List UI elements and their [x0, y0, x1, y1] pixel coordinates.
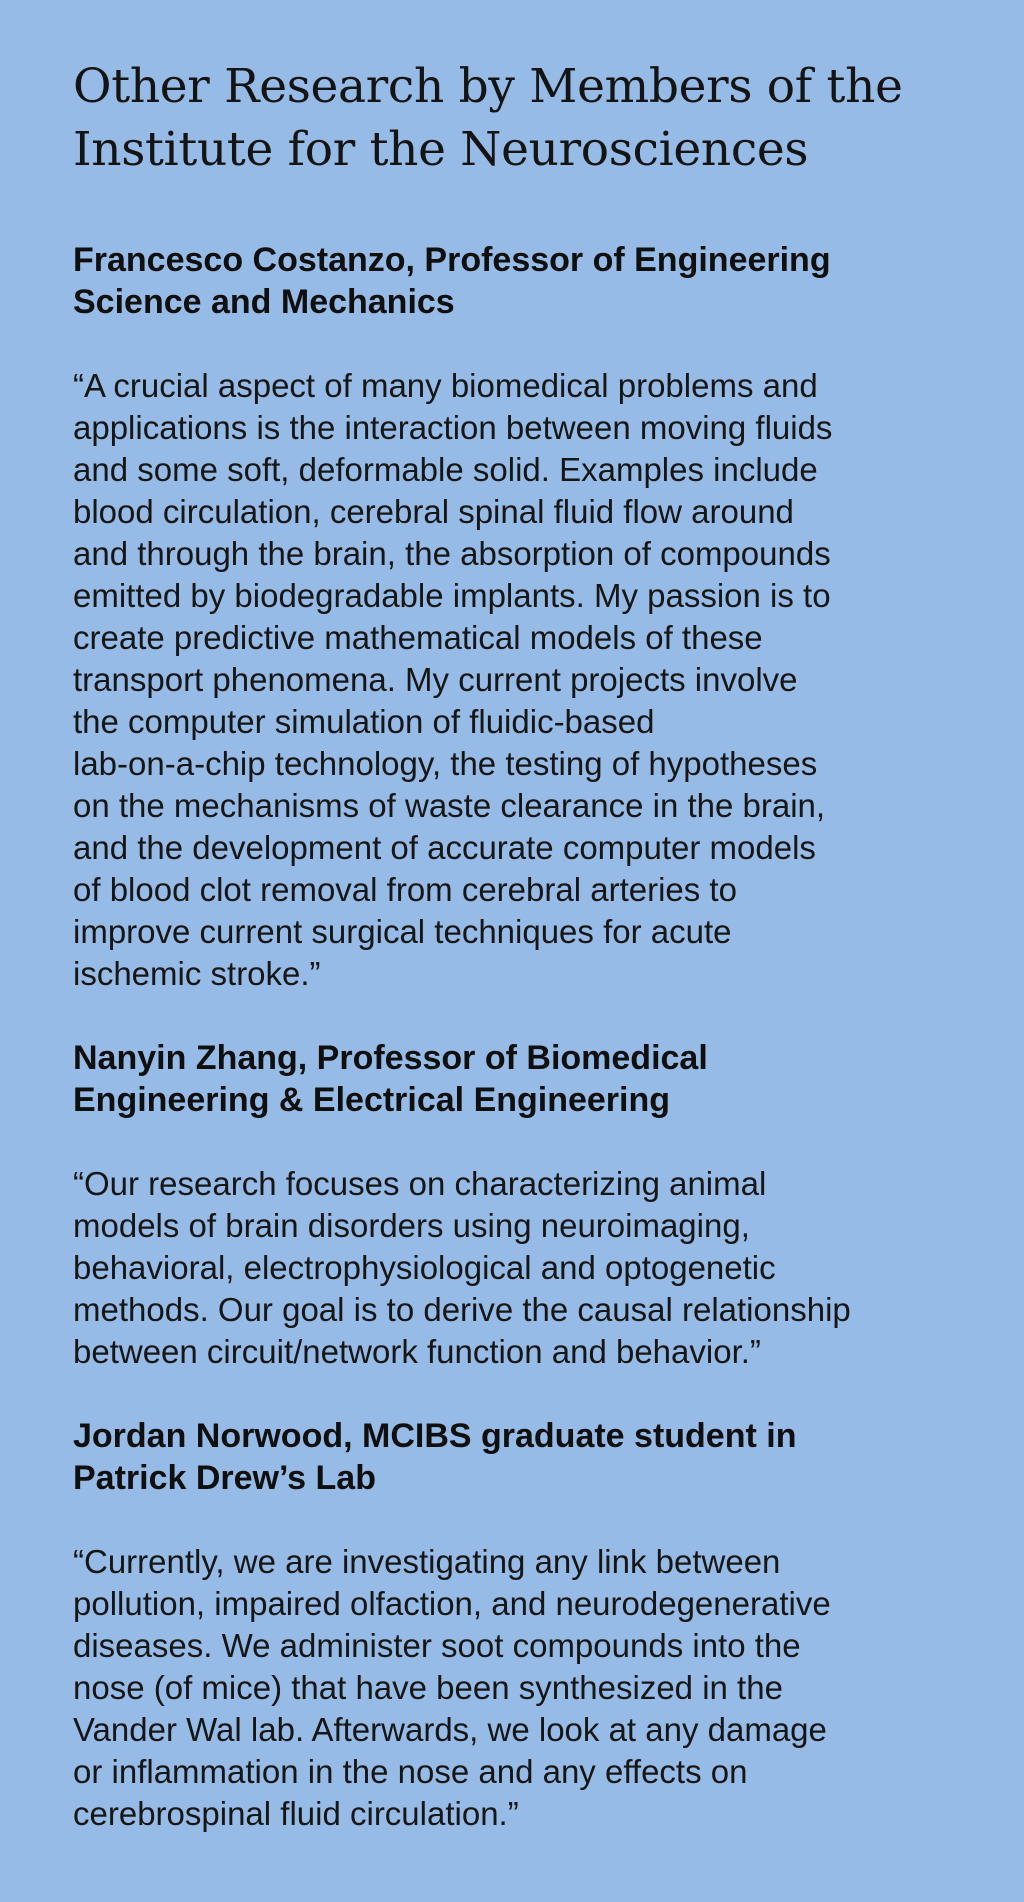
name-line: Francesco Costanzo, Professor of Engineering [73, 241, 831, 279]
quote-line: and some soft, deformable solid. Examples include [73, 451, 818, 488]
quote-line: methods. Our goal is to derive the causal relationship [73, 1291, 851, 1328]
quote-line: pollution, impaired olfaction, and neurodegenerative [73, 1585, 831, 1622]
research-quote [73, 1163, 964, 1373]
title-line: Institute for the Neurosciences [73, 122, 809, 177]
researcher-name [73, 1415, 964, 1499]
quote-line: and the development of accurate computer models [73, 829, 816, 866]
quote-line: transport phenomena. My current projects involve [73, 661, 798, 698]
research-entry [73, 239, 964, 995]
name-line: Patrick Drew’s Lab [73, 1459, 376, 1497]
quote-line: nose (of mice) that have been synthesized in the [73, 1669, 783, 1706]
page-title [73, 55, 964, 181]
quote-line: diseases. We administer soot compounds into the [73, 1627, 801, 1664]
research-quote [73, 365, 964, 995]
quote-line: the computer simulation of fluidic-based [73, 703, 655, 740]
quote-line: of blood clot removal from cerebral arteries to [73, 871, 737, 908]
quote-line: blood circulation, cerebral spinal fluid flow around [73, 493, 794, 530]
quote-line: improve current surgical techniques for acute [73, 913, 732, 950]
quote-line: “Currently, we are investigating any link between [73, 1543, 781, 1580]
quote-line: applications is the interaction between moving fluids [73, 409, 833, 446]
name-line: Jordan Norwood, MCIBS graduate student in [73, 1417, 797, 1455]
quote-line: Vander Wal lab. Afterwards, we look at any damage [73, 1711, 827, 1748]
name-line: Science and Mechanics [73, 283, 455, 321]
quote-line: on the mechanisms of waste clearance in the brain, [73, 787, 826, 824]
quote-line: cerebrospinal fluid circulation.” [73, 1795, 519, 1832]
quote-line: and through the brain, the absorption of compounds [73, 535, 831, 572]
quote-line: or inflammation in the nose and any effects on [73, 1753, 748, 1790]
researcher-name [73, 1037, 964, 1121]
research-entry [73, 1415, 964, 1835]
research-entry [73, 1037, 964, 1373]
name-line: Engineering & Electrical Engineering [73, 1081, 671, 1119]
quote-line: “A crucial aspect of many biomedical problems and [73, 367, 818, 404]
quote-line: lab-on-a-chip technology, the testing of hypotheses [73, 745, 818, 782]
research-quote [73, 1541, 964, 1835]
quote-line: between circuit/network function and behavior.” [73, 1333, 761, 1370]
name-line: Nanyin Zhang, Professor of Biomedical [73, 1039, 708, 1077]
title-line: Other Research by Members of the [73, 59, 903, 114]
quote-line: emitted by biodegradable implants. My passion is to [73, 577, 831, 614]
quote-line: models of brain disorders using neuroimaging, [73, 1207, 750, 1244]
researcher-name [73, 239, 964, 323]
quote-line: behavioral, electrophysiological and optogenetic [73, 1249, 776, 1286]
quote-line: create predictive mathematical models of these [73, 619, 763, 656]
quote-line: ischemic stroke.” [73, 955, 321, 992]
quote-line: “Our research focuses on characterizing animal [73, 1165, 767, 1202]
